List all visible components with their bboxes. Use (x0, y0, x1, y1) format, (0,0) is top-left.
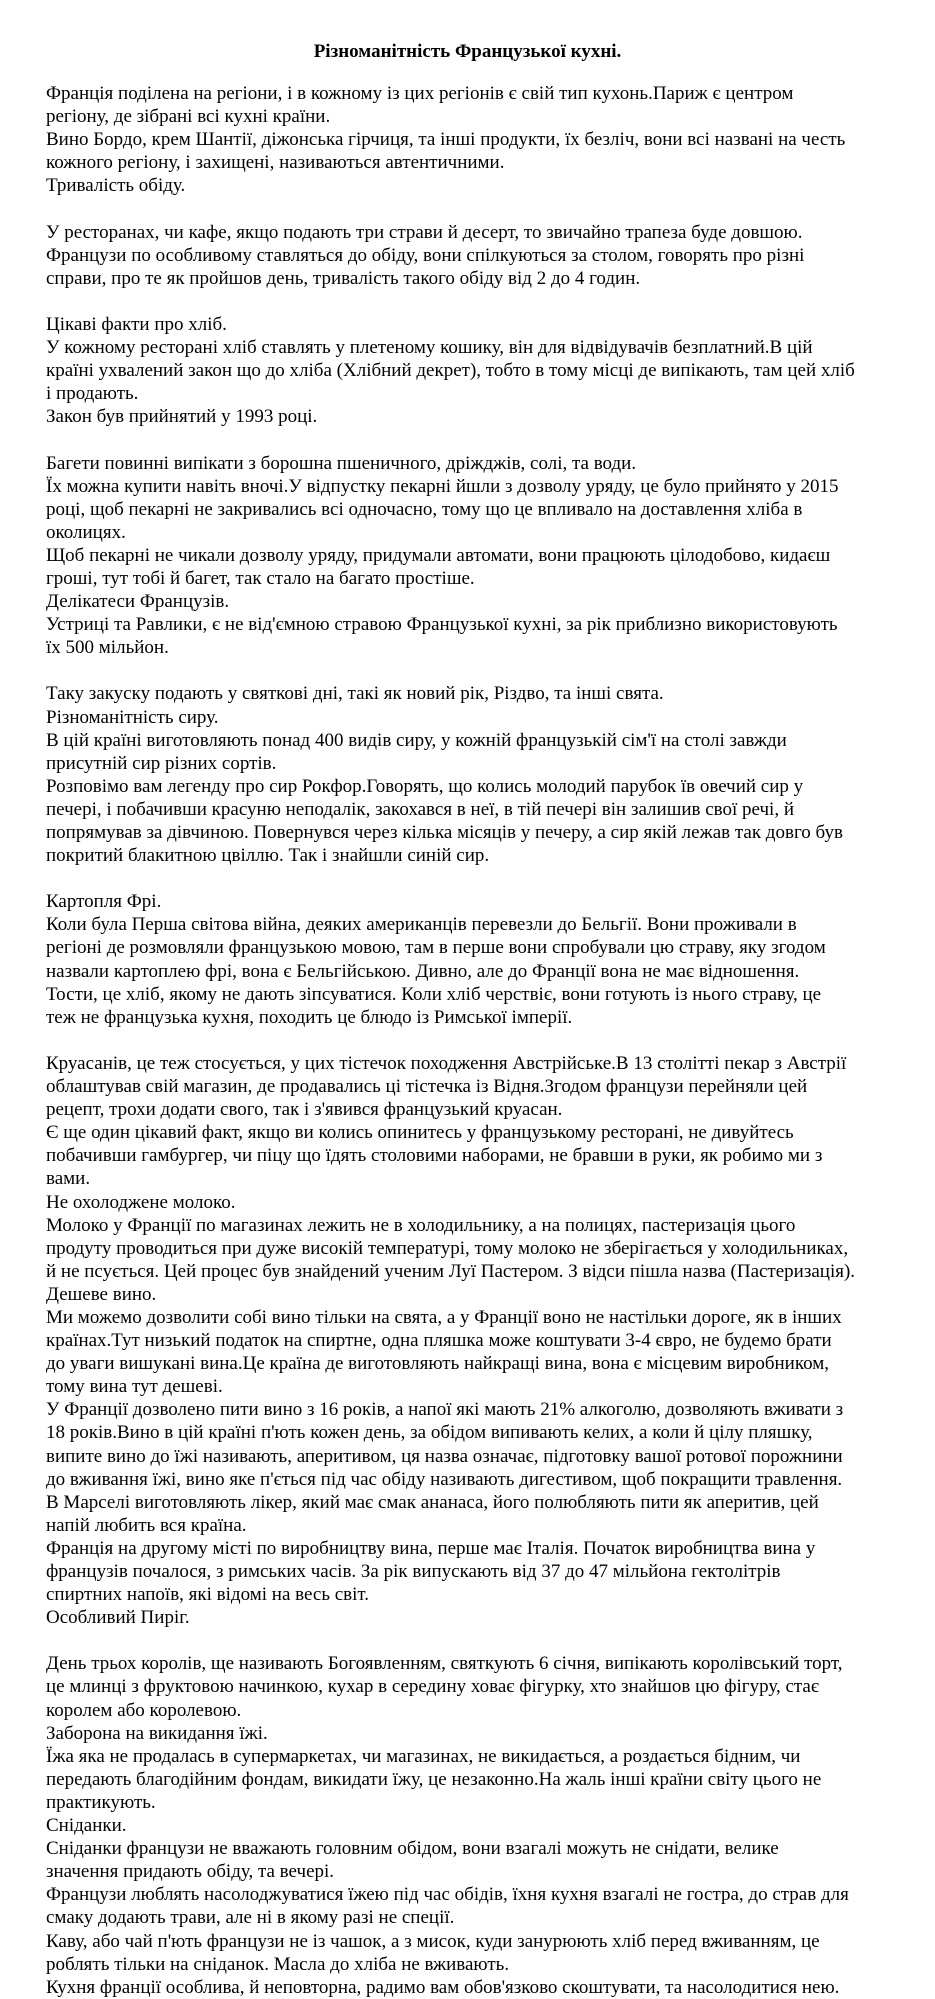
text-line: випите вино до їжі називають, аперитивом, ця назва означає, підготовку вашої ротової порожнини (46, 1445, 843, 1467)
paragraph-block (46, 452, 889, 660)
document-title: Різноманітність Французької кухні. (313, 41, 622, 62)
text-line: В цій країні виготовляють понад 400 видів сиру, у кожній французькій сім'ї на столі завжди (46, 729, 787, 751)
text-line: Вино Бордо, крем Шантії, діжонська гірчиця, та інші продукти, їх безліч, вони всі названі на честь (46, 129, 846, 151)
text-line: тому вина тут дешеві. (46, 1376, 223, 1398)
text-line: теж не французька кухня, походить це блюдо із Римської імперії. (46, 1006, 573, 1028)
text-line: й не псується. Цей процес був знайдений ученим Луї Пастером. З відси пішла назва (Пастеризація). (46, 1260, 856, 1282)
text-line: попрямував за дівчиною. Повернувся через кілька місяців у печеру, а сир якій лежав так довго був (46, 822, 843, 843)
text-line: Багети повинні випікати з борошна пшеничного, дріжджів, солі, та води. (46, 452, 637, 474)
text-line: У Франції дозволено пити вино з 16 років, а напої які мають 21% алкоголю, дозволяють вживати з (46, 1399, 844, 1421)
text-line: регіоні де розмовляли французькою мовою, там в перше вони спробували цю страву, яку згодом (46, 937, 826, 959)
text-line: Коли була Перша світова війна, деяких американців перевезли до Бельгії. Вони проживали в (46, 914, 797, 936)
text-line: рецепт, трохи додати свого, так і з'явився французький круасан. (46, 1099, 563, 1121)
paragraph-gap (46, 1029, 889, 1052)
paragraph-gap (46, 197, 889, 220)
text-line: Французи по особливому ставляться до обіду, вони спілкуються за столом, говорять про різні (46, 244, 805, 266)
text-line: значення придають обіду, та вечері. (46, 1861, 335, 1883)
paragraph-block (46, 1652, 889, 1998)
paragraph-block (46, 82, 889, 197)
paragraph-block (46, 221, 889, 290)
text-line: Розповімо вам легенду про сир Рокфор.Говорять, що колись молодий парубок їв овечий сир у (46, 775, 804, 797)
text-line: Молоко у Франції по магазинах лежить не в холодильнику, а на полицях, пастеризація цього (46, 1214, 796, 1236)
document-body (46, 82, 889, 1999)
text-line: Делікатеси Французів. (46, 591, 230, 613)
text-line: Різноманітність сиру. (46, 706, 219, 728)
text-line: Закон був прийнятий у 1993 році. (46, 406, 318, 428)
text-line: Сніданки. (46, 1815, 127, 1837)
text-line: роблять тільки на сніданок. Масла до хліба не вживають. (46, 1953, 510, 1975)
text-line: Є ще один цікавий факт, якщо ви колись опинитесь у французькому ресторані, не дивуйтесь (46, 1122, 794, 1144)
text-line: 18 років.Вино в цій країні п'ють кожен день, за обідом випивають келих, а коли й цілу пляшку, (46, 1422, 813, 1444)
text-line: печері, і побачивши красуню неподалік, закохався в неї, в тій печері він залишив свої речі, й (46, 798, 794, 820)
text-line: країні ухвалений закон що до хліба (Хлібний декрет), тобто в тому місці де випікають, там цей хліб (46, 360, 855, 382)
text-line: У ресторанах, чи кафе, якщо подають три страви й десерт, то звичайно трапеза буде довшою. (46, 221, 803, 243)
text-line: справи, про те як пройшов день, тривалість такого обіду від 2 до 4 годин. (46, 267, 641, 289)
text-line: королем або королевою. (46, 1699, 242, 1721)
text-line: Кухня франції особлива, й неповторна, радимо вам обов'язково скоштувати, та насолодитися нею. (46, 1976, 840, 1998)
paragraph-gap (46, 290, 889, 313)
text-line: Їжа яка не продалась в супермаркетах, чи магазинах, не викидається, а роздається бідним, чи (46, 1745, 801, 1767)
text-line: Особливий Пиріг. (46, 1607, 190, 1629)
text-line: Франція на другому місті по виробництву вина, перше має Італія. Початок виробництва вина у (46, 1537, 816, 1559)
text-line: Дешеве вино. (46, 1283, 157, 1305)
text-line: передають благодійним фондам, викидати їжу, це незаконно.На жаль інші країни світу цього не (46, 1768, 822, 1790)
paragraph-block (46, 1052, 889, 1629)
paragraph-gap (46, 428, 889, 451)
text-line: побачивши гамбургер, чи піцу що їдять столовими наборами, не бравши в руки, як робимо ми з (46, 1145, 823, 1167)
text-line: році, щоб пекарні не закривались всі одночасно, тому що це впливало на доставлення хліба в (46, 498, 803, 520)
text-line: напій любить вся країна. (46, 1514, 247, 1536)
text-line: Тривалість обіду. (46, 175, 186, 197)
text-line: вами. (46, 1168, 91, 1190)
text-line: Круасанів, це теж стосується, у цих тістечок походження Австрійське.В 13 столітті пекар з Австрії (46, 1052, 847, 1074)
text-line: Сніданки французи не вважають головним обідом, вони взагалі можуть не снідати, велике (46, 1838, 779, 1860)
text-line: продуту проводиться при дуже високій температурі, тому молоко не зберігається у холодильниках, (46, 1237, 849, 1259)
text-line: Не охолоджене молоко. (46, 1191, 236, 1213)
text-line: це млинці з фруктовою начинкою, кухар в середину ховає фігурку, хто знайшов цю фігуру, стає (46, 1676, 819, 1698)
text-line: облаштував свій магазин, де продавались ці тістечка із Відня.Згодом французи перейняли цей (46, 1076, 808, 1098)
text-line: В Марселі виготовляють лікер, який має смак ананаса, його полюбляють пити як аперитив, цей (46, 1491, 819, 1513)
text-line: практикують. (46, 1791, 156, 1813)
text-line: Каву, або чай п'ють французи не із чашок, а з мисок, куди занурюють хліб перед вживанням, це (46, 1930, 820, 1952)
text-line: французів почалося, з римських часів. За рік випускають від 37 до 47 мільйона гектолітрів (46, 1561, 781, 1582)
text-line: до уваги вишукані вина.Це країна де виготовляють найкращі вина, вона є місцевим виробником, (46, 1353, 830, 1375)
text-line: смаку додають трави, але ні в якому разі не спеції. (46, 1907, 455, 1929)
text-line: і продають. (46, 383, 139, 405)
paragraph-block (46, 682, 889, 867)
text-line: присутній сир різних сортів. (46, 752, 277, 774)
text-line: до вживання їжі, вино яке п'ється під час обіду називають дигестивом, щоб покращити травлення. (46, 1468, 843, 1490)
text-line: гроші, тут тобі й багет, так стало на багато простіше. (46, 567, 475, 589)
text-line: кожного регіону, і захищені, називаються автентичними. (46, 152, 505, 174)
paragraph-block (46, 890, 889, 1029)
text-line: покритий блакитною цвіллю. Так і знайшли синій сир. (46, 845, 490, 867)
paragraph-gap (46, 867, 889, 890)
text-line: регіону, де зібрані всі кухні країни. (46, 106, 331, 128)
text-line: Ми можемо дозволити собі вино тільки на свята, а у Франції воно не настільки дороге, як в інших (46, 1306, 842, 1328)
text-line: їх 500 мільйон. (46, 637, 169, 659)
text-line: країнах.Тут низький податок на спиртне, одна пляшка може коштувати 3-4 євро, не будемо брати (46, 1330, 832, 1352)
text-line: спиртних напоїв, які відомі на весь світ. (46, 1584, 370, 1606)
text-line: Французи люблять насолоджуватися їжею під час обідів, їхня кухня взагалі не гостра, до страв для (46, 1884, 849, 1906)
text-line: У кожному ресторані хліб ставлять у плетеному кошику, він для відвідувачів безплатний.В цій (46, 337, 813, 359)
text-line: назвали картоплею фрі, вона є Бельгійською. Дивно, але до Франції вона не має відношення. (46, 960, 800, 982)
paragraph-gap (46, 1629, 889, 1652)
text-line: Франція поділена на регіони, і в кожному із цих регіонів є свій тип кухонь.Париж є центром (46, 83, 794, 104)
text-line: День трьох королів, ще називають Богоявленням, святкують 6 січня, випікають королівський торт, (46, 1653, 843, 1675)
text-line: Устриці та Равлики, є не від'ємною стравою Французької кухні, за рік приблизно використовують (46, 614, 838, 636)
paragraph-block (46, 313, 889, 428)
text-line: Заборона на викидання їжі. (46, 1722, 268, 1744)
text-line: Картопля Фрі. (46, 891, 162, 913)
text-line: Їх можна купити навіть вночі.У відпустку пекарні йшли з дозволу уряду, це було прийнято у 2015 (46, 475, 839, 497)
text-line: околицях. (46, 521, 126, 543)
text-line: Щоб пекарні не чикали дозволу уряду, придумали автомати, вони працюють цілодобово, кидаєш (46, 544, 831, 566)
paragraph-gap (46, 659, 889, 682)
text-line: Цікаві факти про хліб. (46, 313, 227, 335)
text-line: Таку закуску подають у святкові дні, такі як новий рік, Різдво, та інші свята. (46, 683, 664, 705)
text-line: Тости, це хліб, якому не дають зіпсуватися. Коли хліб черствіє, вони готують із нього страву, це (46, 983, 822, 1005)
